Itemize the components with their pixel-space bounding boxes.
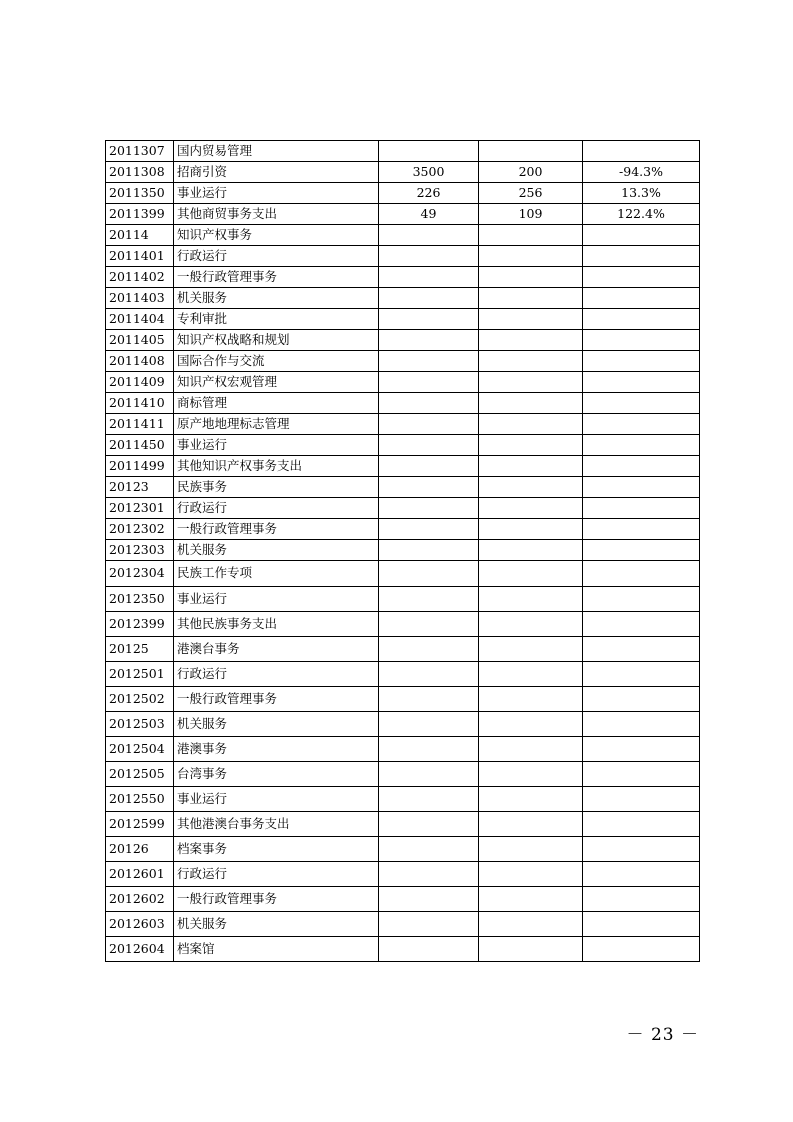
value-cell-2: [479, 393, 583, 414]
change-cell: [583, 477, 700, 498]
change-cell: [583, 309, 700, 330]
name-cell: 一般行政管理事务: [174, 687, 379, 712]
table-row: [106, 435, 700, 456]
value-cell-1: [379, 937, 479, 962]
change-cell: [583, 414, 700, 435]
value-cell-2: [479, 912, 583, 937]
table-row: [106, 351, 700, 372]
change-cell: [583, 862, 700, 887]
name-cell: 国内贸易管理: [174, 141, 379, 162]
change-cell: [583, 540, 700, 561]
table-row: [106, 812, 700, 837]
value-cell-2: [479, 288, 583, 309]
name-cell: 机关服务: [174, 712, 379, 737]
value-cell-1: [379, 330, 479, 351]
change-cell: [583, 141, 700, 162]
name-cell: 行政运行: [174, 662, 379, 687]
code-cell: 2012301: [106, 498, 174, 519]
table-row: [106, 498, 700, 519]
code-cell: 2012303: [106, 540, 174, 561]
table-row: [106, 288, 700, 309]
table-row: [106, 862, 700, 887]
change-cell: [583, 561, 700, 587]
value-cell-1: [379, 456, 479, 477]
table-row: [106, 612, 700, 637]
value-cell-2: [479, 587, 583, 612]
name-cell: 事业运行: [174, 183, 379, 204]
change-cell: [583, 937, 700, 962]
code-cell: 2012399: [106, 612, 174, 637]
value-cell-1: [379, 141, 479, 162]
table-row: [106, 141, 700, 162]
value-cell-1: [379, 612, 479, 637]
name-cell: 原产地地理标志管理: [174, 414, 379, 435]
code-cell: 2012302: [106, 519, 174, 540]
code-cell: 2011402: [106, 267, 174, 288]
name-cell: 机关服务: [174, 540, 379, 561]
value-cell-2: [479, 246, 583, 267]
code-cell: 2012304: [106, 561, 174, 587]
value-cell-1: [379, 912, 479, 937]
value-cell-1: [379, 372, 479, 393]
value-cell-1: [379, 762, 479, 787]
value-cell-2: 109: [479, 204, 583, 225]
value-cell-1: [379, 540, 479, 561]
value-cell-1: [379, 737, 479, 762]
value-cell-1: 226: [379, 183, 479, 204]
value-cell-2: [479, 712, 583, 737]
value-cell-2: [479, 372, 583, 393]
code-cell: 2011401: [106, 246, 174, 267]
change-cell: [583, 267, 700, 288]
value-cell-2: [479, 812, 583, 837]
change-cell: [583, 912, 700, 937]
value-cell-1: [379, 414, 479, 435]
table-body: [106, 141, 700, 962]
value-cell-1: [379, 498, 479, 519]
value-cell-2: [479, 267, 583, 288]
table-row: [106, 912, 700, 937]
code-cell: 2011450: [106, 435, 174, 456]
table-row: [106, 267, 700, 288]
code-cell: 2011410: [106, 393, 174, 414]
name-cell: 其他商贸事务支出: [174, 204, 379, 225]
value-cell-2: [479, 612, 583, 637]
code-cell: 2012505: [106, 762, 174, 787]
table-row: [106, 330, 700, 351]
code-cell: 2012602: [106, 887, 174, 912]
value-cell-1: [379, 837, 479, 862]
change-cell: [583, 662, 700, 687]
value-cell-2: [479, 498, 583, 519]
page-number: － 23 －: [626, 1025, 699, 1045]
table-row: [106, 540, 700, 561]
code-cell: 2012501: [106, 662, 174, 687]
name-cell: 行政运行: [174, 862, 379, 887]
table-row: [106, 662, 700, 687]
name-cell: 档案馆: [174, 937, 379, 962]
change-cell: [583, 837, 700, 862]
table-row: [106, 225, 700, 246]
change-cell: [583, 887, 700, 912]
name-cell: 台湾事务: [174, 762, 379, 787]
name-cell: 知识产权事务: [174, 225, 379, 246]
value-cell-1: [379, 519, 479, 540]
value-cell-1: 49: [379, 204, 479, 225]
value-cell-1: [379, 687, 479, 712]
name-cell: 事业运行: [174, 587, 379, 612]
name-cell: 行政运行: [174, 246, 379, 267]
value-cell-1: 3500: [379, 162, 479, 183]
value-cell-2: 256: [479, 183, 583, 204]
code-cell: 2012604: [106, 937, 174, 962]
name-cell: 商标管理: [174, 393, 379, 414]
value-cell-2: [479, 561, 583, 587]
name-cell: 档案事务: [174, 837, 379, 862]
table-row: [106, 887, 700, 912]
value-cell-1: [379, 887, 479, 912]
code-cell: 2011411: [106, 414, 174, 435]
code-cell: 2011408: [106, 351, 174, 372]
table-row: [106, 309, 700, 330]
value-cell-2: [479, 862, 583, 887]
name-cell: 一般行政管理事务: [174, 887, 379, 912]
change-cell: [583, 762, 700, 787]
code-cell: 20123: [106, 477, 174, 498]
table-row: [106, 687, 700, 712]
value-cell-2: [479, 837, 583, 862]
table-row: [106, 737, 700, 762]
code-cell: 2012601: [106, 862, 174, 887]
name-cell: 知识产权战略和规划: [174, 330, 379, 351]
value-cell-2: [479, 435, 583, 456]
change-cell: [583, 737, 700, 762]
value-cell-2: [479, 519, 583, 540]
code-cell: 2011307: [106, 141, 174, 162]
value-cell-1: [379, 225, 479, 246]
table-row: [106, 162, 700, 183]
table-row: [106, 787, 700, 812]
value-cell-2: [479, 456, 583, 477]
value-cell-2: [479, 477, 583, 498]
name-cell: 民族事务: [174, 477, 379, 498]
value-cell-2: [479, 662, 583, 687]
value-cell-2: [479, 330, 583, 351]
change-cell: [583, 435, 700, 456]
name-cell: 其他知识产权事务支出: [174, 456, 379, 477]
value-cell-1: [379, 477, 479, 498]
change-cell: 13.3%: [583, 183, 700, 204]
code-cell: 20114: [106, 225, 174, 246]
change-cell: [583, 812, 700, 837]
table-row: [106, 372, 700, 393]
code-cell: 20126: [106, 837, 174, 862]
budget-table: [105, 140, 700, 962]
value-cell-1: [379, 267, 479, 288]
value-cell-2: [479, 687, 583, 712]
change-cell: [583, 712, 700, 737]
value-cell-1: [379, 712, 479, 737]
code-cell: 2012599: [106, 812, 174, 837]
code-cell: 2012550: [106, 787, 174, 812]
change-cell: [583, 587, 700, 612]
value-cell-2: [479, 141, 583, 162]
value-cell-2: [479, 787, 583, 812]
change-cell: [583, 456, 700, 477]
name-cell: 港澳台事务: [174, 637, 379, 662]
value-cell-2: [479, 309, 583, 330]
name-cell: 一般行政管理事务: [174, 519, 379, 540]
name-cell: 知识产权宏观管理: [174, 372, 379, 393]
value-cell-2: [479, 887, 583, 912]
table-row: [106, 587, 700, 612]
code-cell: 2012503: [106, 712, 174, 737]
table-row: [106, 561, 700, 587]
name-cell: 机关服务: [174, 288, 379, 309]
table-row: [106, 456, 700, 477]
name-cell: 招商引资: [174, 162, 379, 183]
change-cell: [583, 787, 700, 812]
table-row: [106, 477, 700, 498]
value-cell-1: [379, 637, 479, 662]
value-cell-2: [479, 937, 583, 962]
change-cell: [583, 288, 700, 309]
table-row: [106, 762, 700, 787]
value-cell-1: [379, 787, 479, 812]
value-cell-2: 200: [479, 162, 583, 183]
table-row: [106, 937, 700, 962]
code-cell: 2012603: [106, 912, 174, 937]
value-cell-2: [479, 737, 583, 762]
code-cell: 2011499: [106, 456, 174, 477]
table-row: [106, 712, 700, 737]
change-cell: 122.4%: [583, 204, 700, 225]
change-cell: [583, 351, 700, 372]
table-row: [106, 637, 700, 662]
name-cell: 民族工作专项: [174, 561, 379, 587]
change-cell: [583, 372, 700, 393]
change-cell: [583, 637, 700, 662]
code-cell: 2011409: [106, 372, 174, 393]
table-row: [106, 204, 700, 225]
name-cell: 机关服务: [174, 912, 379, 937]
name-cell: 港澳事务: [174, 737, 379, 762]
value-cell-2: [479, 225, 583, 246]
code-cell: 2011404: [106, 309, 174, 330]
code-cell: 2012502: [106, 687, 174, 712]
value-cell-1: [379, 812, 479, 837]
table-row: [106, 837, 700, 862]
value-cell-2: [479, 762, 583, 787]
change-cell: [583, 393, 700, 414]
change-cell: [583, 246, 700, 267]
code-cell: 2011350: [106, 183, 174, 204]
name-cell: 行政运行: [174, 498, 379, 519]
table-row: [106, 519, 700, 540]
change-cell: -94.3%: [583, 162, 700, 183]
change-cell: [583, 330, 700, 351]
name-cell: 国际合作与交流: [174, 351, 379, 372]
name-cell: 事业运行: [174, 435, 379, 456]
table-row: [106, 183, 700, 204]
value-cell-1: [379, 393, 479, 414]
name-cell: 其他民族事务支出: [174, 612, 379, 637]
value-cell-1: [379, 862, 479, 887]
code-cell: 2011399: [106, 204, 174, 225]
code-cell: 2012504: [106, 737, 174, 762]
change-cell: [583, 225, 700, 246]
change-cell: [583, 612, 700, 637]
table-row: [106, 393, 700, 414]
table-row: [106, 414, 700, 435]
value-cell-2: [479, 414, 583, 435]
change-cell: [583, 519, 700, 540]
value-cell-2: [479, 540, 583, 561]
value-cell-2: [479, 637, 583, 662]
code-cell: 2011308: [106, 162, 174, 183]
value-cell-2: [479, 351, 583, 372]
change-cell: [583, 498, 700, 519]
table-row: [106, 246, 700, 267]
code-cell: 20125: [106, 637, 174, 662]
value-cell-1: [379, 288, 479, 309]
change-cell: [583, 687, 700, 712]
value-cell-1: [379, 246, 479, 267]
name-cell: 其他港澳台事务支出: [174, 812, 379, 837]
value-cell-1: [379, 587, 479, 612]
value-cell-1: [379, 662, 479, 687]
value-cell-1: [379, 435, 479, 456]
value-cell-1: [379, 561, 479, 587]
value-cell-1: [379, 351, 479, 372]
code-cell: 2011405: [106, 330, 174, 351]
name-cell: 事业运行: [174, 787, 379, 812]
name-cell: 一般行政管理事务: [174, 267, 379, 288]
code-cell: 2011403: [106, 288, 174, 309]
code-cell: 2012350: [106, 587, 174, 612]
name-cell: 专利审批: [174, 309, 379, 330]
value-cell-1: [379, 309, 479, 330]
